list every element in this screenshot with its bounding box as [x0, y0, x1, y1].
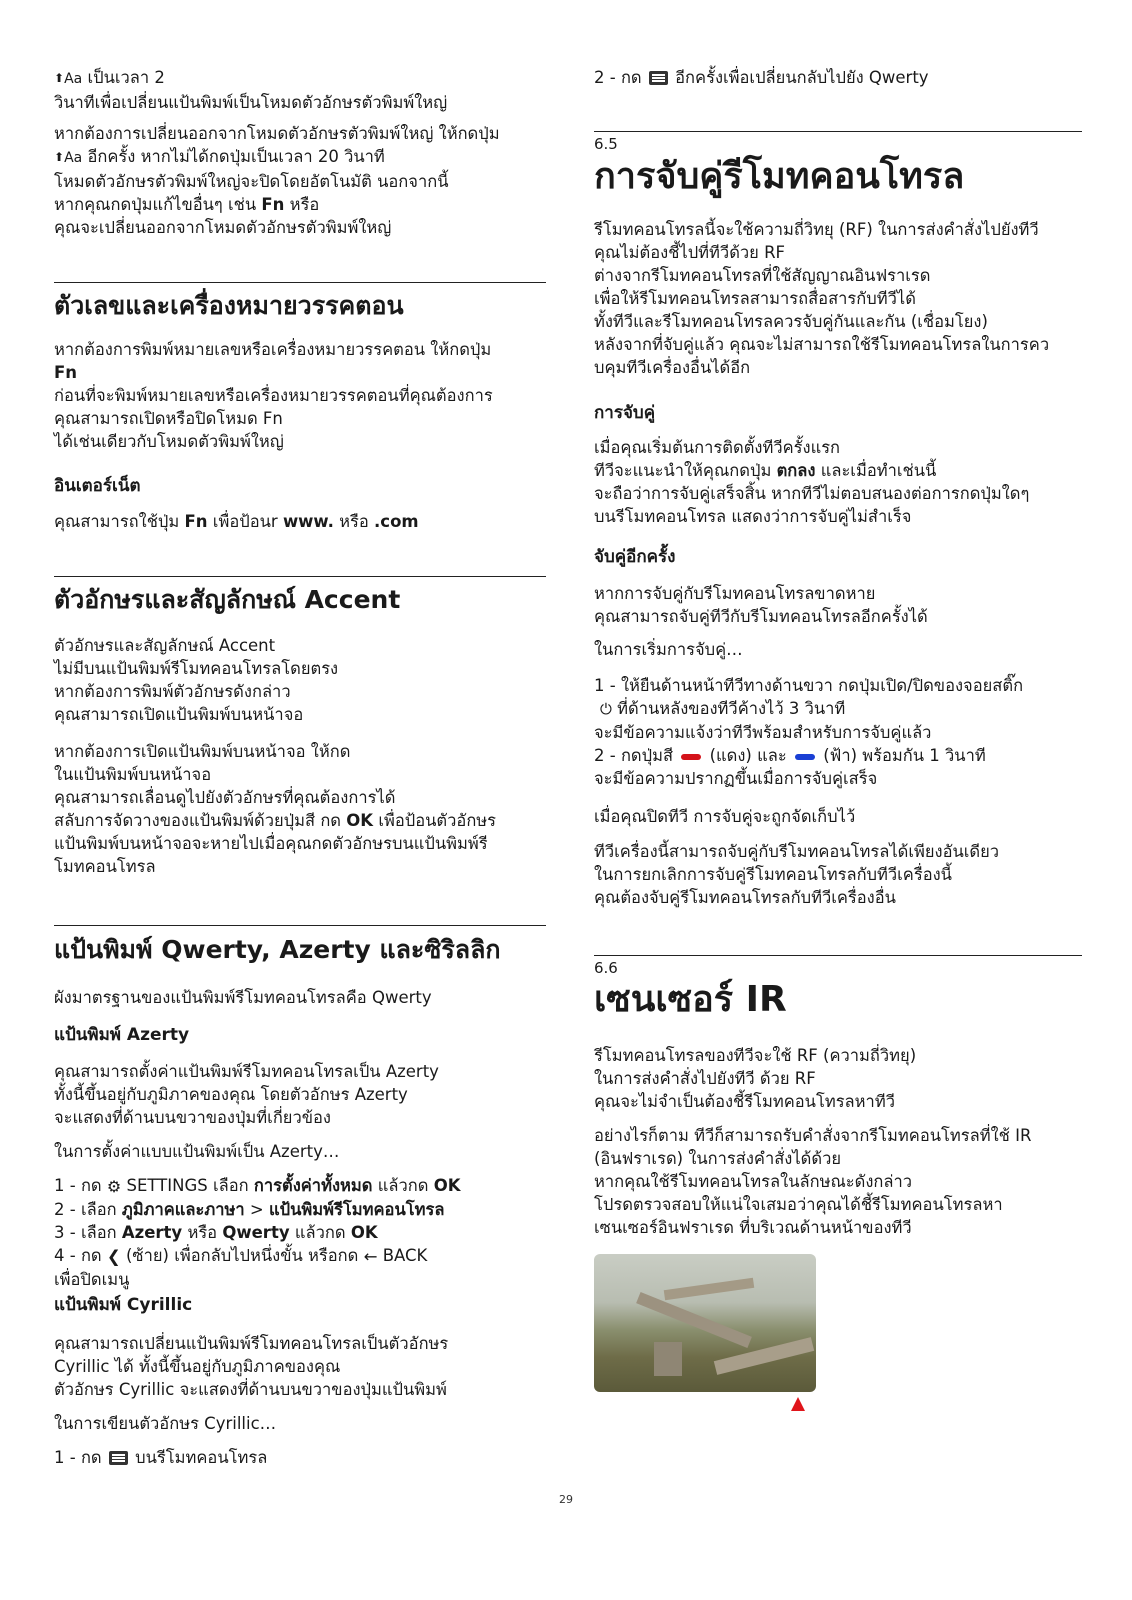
blue-key-icon	[795, 754, 815, 760]
back-arrow-icon: ←	[363, 1247, 378, 1266]
subheading-internet: อินเตอร์เน็ต	[54, 476, 141, 496]
chapter-title-ir-sensor: เซนเซอร์ IR	[594, 979, 787, 1020]
ir-sensor-marker-icon	[790, 1396, 806, 1412]
red-key-icon	[681, 754, 701, 760]
cyrillic-intro: ในการเขียนตัวอักษร Cyrillic…	[54, 1414, 277, 1433]
chevron-left-icon: ❮	[106, 1247, 121, 1266]
chapter-divider	[594, 131, 1082, 132]
great-wall-segment	[664, 1278, 755, 1300]
caps-label: Aa	[64, 71, 83, 87]
keyboard-icon	[109, 1451, 128, 1465]
step-2: 2 - เลือก ภูมิภาคและภาษา > แป้นพิมพ์รีโมทคอนโทรล	[54, 1200, 445, 1219]
azerty-steps: 1 - กด ⚙ SETTINGS เลือก การตั้งค่าทั้งหมด แล้วกด OK 2 - เลือก ภูมิภาคและภาษา > แป้นพิมพ์รีโมทคอนโทรล 3 - เลือก Azerty หรือ Qwerty แล้วกด OK 4 - กด ❮ (ซ้าย) เพื่อกลับไปหนึ่งขั้น หรือกด ← BACK เพื่อปิดเมนู	[54, 1174, 546, 1291]
accent-paragraph-1: ตัวอักษรและสัญลักษณ์ Accent ไม่มีบนแป้นพิมพ์รีโมทคอนโทรลโดยตรง หากต้องการพิมพ์ตัวอักษรดังกล่าว คุณสามารถเปิดแป้นพิมพ์บนหน้าจอ	[54, 636, 339, 724]
accent-paragraph-2: หากต้องการเปิดแป้นพิมพ์บนหน้าจอ ให้กด ในแป้นพิมพ์บนหน้าจอ คุณสามารถเลื่อนดูไปยังตัวอักษรที่คุณต้องการได้ สลับการจัดวางของแป้นพิมพ์ด้วยปุ่มสี กด OK เพื่อป้อนตัวอักษร แป้นพิมพ์บนหน้าจอจะหายไปเมื่อคุณกดตัวอักษรบนแป้นพิมพ์รี โมทคอนโทรล	[54, 742, 497, 876]
gear-icon: ⚙	[106, 1177, 122, 1196]
section-divider	[54, 282, 546, 283]
section-divider	[54, 576, 546, 577]
subheading-azerty: แป้นพิมพ์ Azerty	[54, 1025, 190, 1045]
azerty-intro: ในการตั้งค่าแบบแป้นพิมพ์เป็น Azerty…	[54, 1142, 340, 1161]
chapter-number: 6.5	[594, 135, 618, 153]
subheading-pairing: การจับคู่	[594, 403, 656, 423]
watchtower	[654, 1342, 682, 1376]
section-heading-numbers: ตัวเลขและเครื่องหมายวรรคตอน	[54, 291, 404, 320]
step-4: 4 - กด ❮ (ซ้าย) เพื่อกลับไปหนึ่งขั้น หรือกด ← BACK	[54, 1246, 428, 1266]
great-wall-segment	[636, 1292, 752, 1348]
caps-intro: ⬆Aa เป็นเวลา 2 วินาทีเพื่อเปลี่ยนแป้นพิมพ์เป็นโหมดตัวอักษรตัวพิมพ์ใหญ่	[54, 68, 448, 112]
internet-paragraph: คุณสามารถใช้ปุ่ม Fn เพื่อป้อนr www. หรือ .com	[54, 512, 419, 531]
caps-arrow-icon: ⬆	[54, 150, 65, 164]
qwerty-paragraph: ผังมาตรฐานของแป้นพิมพ์รีโมทคอนโทรลคือ Qwerty	[54, 988, 432, 1007]
pairing-first-paragraph: เมื่อคุณเริ่มต้นการติดตั้งทีวีครั้งแรก ทีวีจะแนะนำให้คุณกดปุ่ม ตกลง และเมื่อทำเช่นนี้ จะถือว่าการจับคู่เสร็จสิ้น หากทีวีไม่ตอบสนองต่อการกดปุ่มใดๆ บนรีโมทคอนโทรล แสดงว่าการจับคู่ไม่สำเร็จ	[594, 438, 1030, 526]
ir-paragraph-1: รีโมทคอนโทรลของทีวีจะใช้ RF (ความถี่วิทยุ) ในการส่งคำสั่งไปยังทีวี ด้วย RF คุณจะไม่จำเป็นต้องชี้รีโมทคอนโทรลหาทีวี	[594, 1046, 917, 1111]
cyrillic-step-1: 1 - กด บนรีโมทคอนโทรล	[54, 1448, 268, 1467]
chapter-divider	[594, 955, 1082, 956]
section-heading-keyboard-layouts: แป้นพิมพ์ Qwerty, Azerty และซิริลลิก	[54, 935, 501, 964]
subheading-repair: จับคู่อีกครั้ง	[594, 547, 676, 567]
cyrillic-paragraph: คุณสามารถเปลี่ยนแป้นพิมพ์รีโมทคอนโทรลเป็นตัวอักษร Cyrillic ได้ ทั้งนี้ขึ้นอยู่กับภูมิภาคของคุณ ตัวอักษร Cyrillic จะแสดงที่ด้านบนขวาของปุ่มแป้นพิมพ์	[54, 1334, 449, 1399]
keyboard-icon	[649, 71, 668, 85]
azerty-paragraph: คุณสามารถตั้งค่าแป้นพิมพ์รีโมทคอนโทรลเป็น Azerty ทั้งนี้ขึ้นอยู่กับภูมิภาคของคุณ โดยตัวอักษร Azerty จะแสดงที่ด้านบนขวาของปุ่มที่เกี่ยวข้อง	[54, 1062, 439, 1127]
cyrillic-step-2: 2 - กด อีกครั้งเพื่อเปลี่ยนกลับไปยัง Qwerty	[594, 68, 929, 87]
section-divider	[54, 925, 546, 926]
pairing-paragraph: รีโมทคอนโทรลนี้จะใช้ความถี่วิทยุ (RF) ในการส่งคำสั่งไปยังทีวี คุณไม่ต้องชี้ไปที่ทีวีด้วย RF ต่างจากรีโมทคอนโทรลที่ใช้สัญญาณอินฟราเรด เพื่อให้รีโมทคอนโทรลสามารถสื่อสารกับทีวีได้ ทั้งทีวีและรีโมทคอนโทรลควรจับคู่กันและกัน (เชื่อมโยง) หลังจากที่จับคู่แล้ว คุณจะไม่สามารถใช้รีโมทคอนโทรลในการคว บคุมทีวีเครื่องอื่นได้อีก	[594, 220, 1050, 377]
numbers-paragraph: หากต้องการพิมพ์หมายเลขหรือเครื่องหมายวรรคตอน ให้กดปุ่ม Fn ก่อนที่จะพิมพ์หมายเลขหรือเครื่องหมายวรรคตอนที่คุณต้องการ คุณสามารถเปิดหรือปิดโหมด Fn ได้เช่นเดียวกับโหมดตัวพิมพ์ใหญ่	[54, 340, 493, 451]
step-3: 3 - เลือก Azerty หรือ Qwerty แล้วกด OK	[54, 1223, 378, 1242]
section-heading-accent: ตัวอักษรและสัญลักษณ์ Accent	[54, 585, 401, 614]
caps-exit-paragraph: หากต้องการเปลี่ยนออกจากโหมดตัวอักษรตัวพิมพ์ใหญ่ ให้กดปุ่ม ⬆Aa อีกครั้ง หากไม่ได้กดปุ่มเป็นเวลา 20 วินาที โหมดตัวอักษรตัวพิมพ์ใหญ่จะปิดโดยอัตโนมัติ นอกจากนี้ หากคุณกดปุ่มแก้ไขอื่นๆ เช่น Fn หรือ คุณจะเปลี่ยนออกจากโหมดตัวอักษรตัวพิมพ์ใหญ่	[54, 124, 500, 237]
subheading-cyrillic: แป้นพิมพ์ Cyrillic	[54, 1295, 193, 1315]
caps-arrow-icon: ⬆	[54, 71, 65, 85]
tv-screen-illustration	[594, 1254, 816, 1392]
step-1: 1 - กด ⚙ SETTINGS เลือก การตั้งค่าทั้งหมด แล้วกด OK	[54, 1176, 461, 1196]
page-number: 29	[559, 1493, 573, 1506]
chapter-title-pairing: การจับคู่รีโมทคอนโทรล	[594, 156, 965, 197]
repair-steps: 1 - ให้ยืนด้านหน้าทีวีทางด้านขวา กดปุ่มเปิด/ปิดของจอยสติ๊ก ⏻ ที่ด้านหลังของทีวีค้างไว้ 3 วินาที จะมีข้อความแจ้งว่าทีวีพร้อมสำหรับการจับคู่แล้ว 2 - กดปุ่มสี (แดง) และ (ฟ้า) พร้อมกัน 1 วินาที จะมีข้อความปรากฏขึ้นเมื่อการจับคู่เสร็จ	[594, 676, 1024, 788]
repair-paragraph: หากการจับคู่กับรีโมทคอนโทรลขาดหาย คุณสามารถจับคู่ทีวีกับรีโมทคอนโทรลอีกครั้งได้	[594, 584, 928, 626]
chapter-number: 6.6	[594, 959, 618, 977]
pairing-stored: เมื่อคุณปิดทีวี การจับคู่จะถูกจัดเก็บไว้	[594, 807, 856, 826]
great-wall-segment	[714, 1337, 814, 1375]
ir-paragraph-2: อย่างไรก็ตาม ทีวีก็สามารถรับคำสั่งจากรีโมทคอนโทรลที่ใช้ IR (อินฟราเรด) ในการส่งคำสั่งได้ด้วย หากคุณใช้รีโมทคอนโทรลในลักษณะดังกล่าว โปรดตรวจสอบให้แน่ใจเสมอว่าคุณได้ชี้รีโมทคอนโทรลหา เซนเซอร์อินฟราเรด ที่บริเวณด้านหน้าของทีวี	[594, 1126, 1032, 1237]
power-icon: ⏻	[600, 700, 612, 718]
repair-intro: ในการเริ่มการจับคู่…	[594, 640, 743, 659]
pairing-one-remote: ทีวีเครื่องนี้สามารถจับคู่กับรีโมทคอนโทรลได้เพียงอันเดียว ในการยกเลิกการจับคู่รีโมทคอนโทรลกับทีวีเครื่องนี้ คุณต้องจับคู่รีโมทคอนโทรลกับทีวีเครื่องอื่น	[594, 842, 1000, 907]
